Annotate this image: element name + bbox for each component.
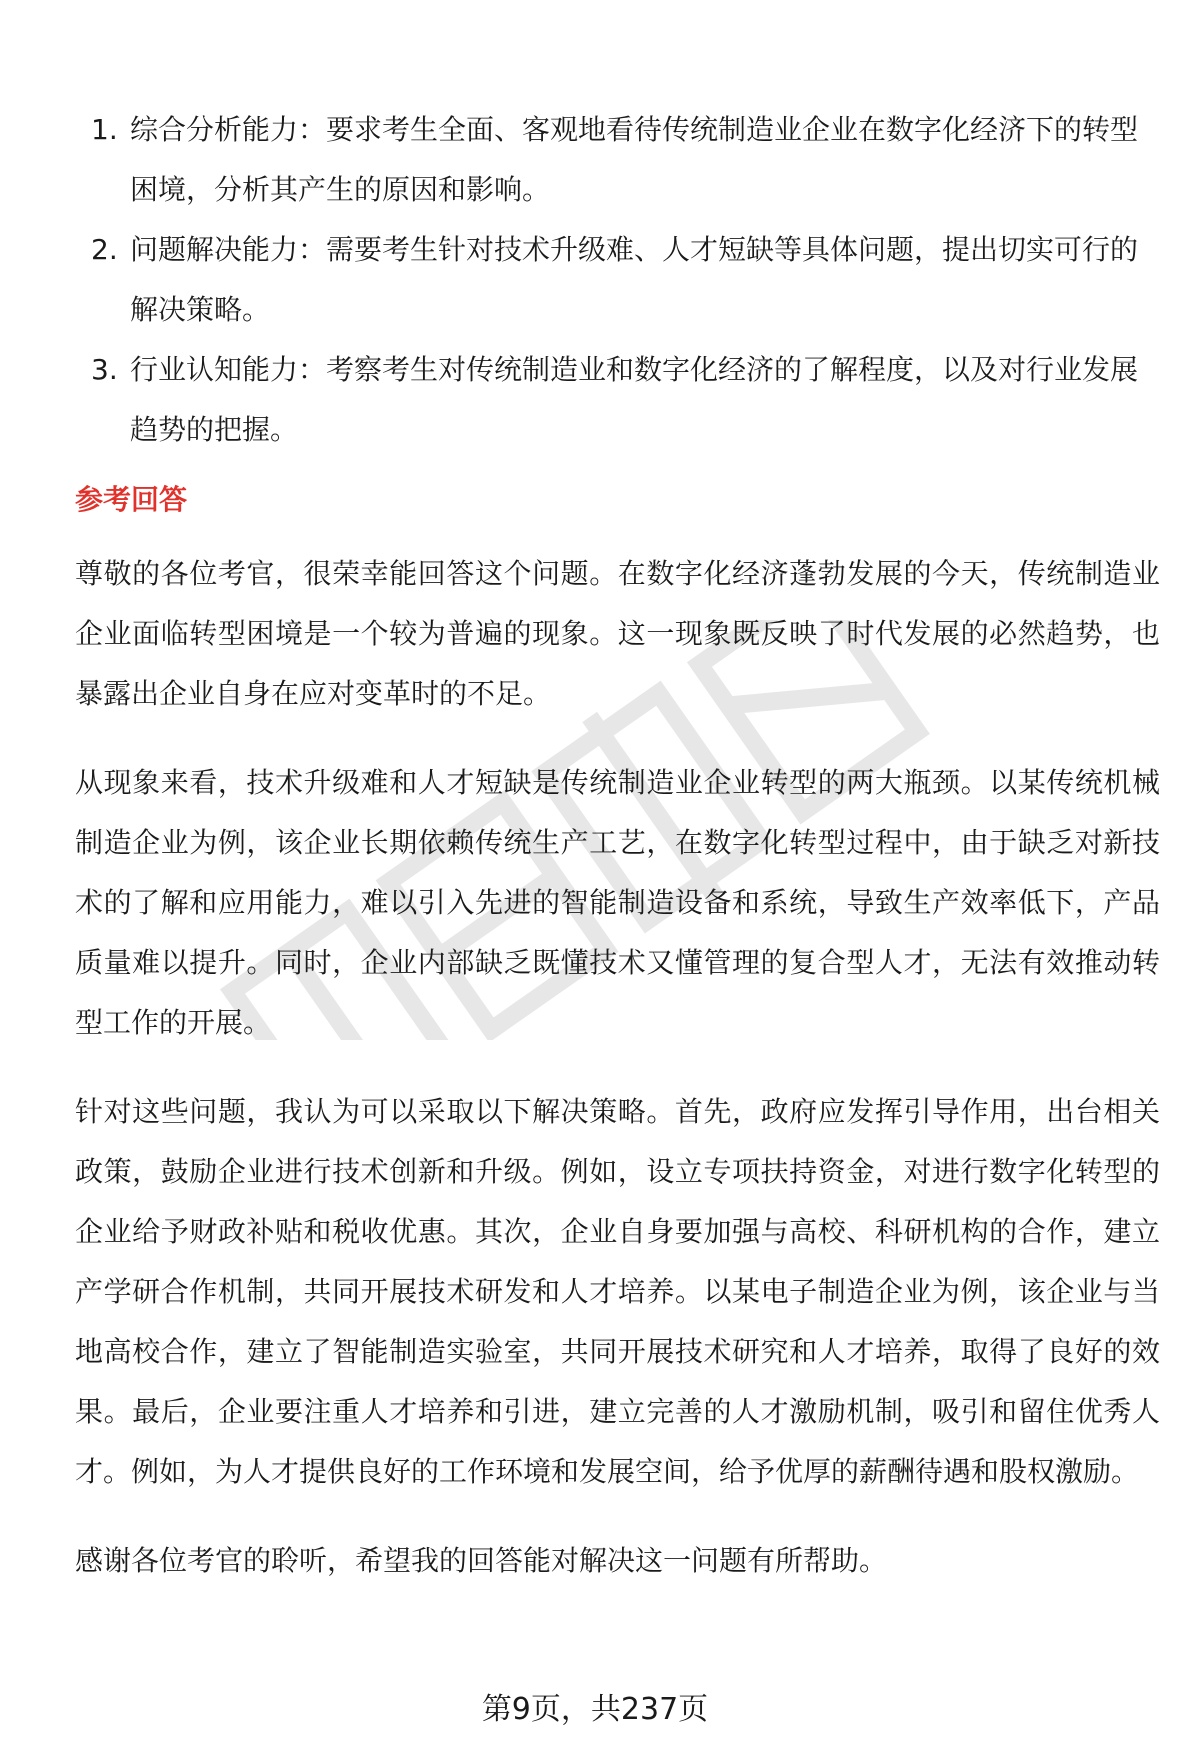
list-item-text: 问题解决能力：需要考生针对技术升级难、人才短缺等具体问题，提出切实可行的解决策略。	[130, 233, 1139, 326]
list-item	[75, 100, 1160, 220]
list-item-number: 2.	[91, 233, 118, 266]
list-item-text: 综合分析能力：要求考生全面、客观地看待传统制造业企业在数字化经济下的转型困境，分析其产生的原因和影响。	[130, 113, 1139, 206]
answer-paragraph: 针对这些问题，我认为可以采取以下解决策略。首先，政府应发挥引导作用，出台相关政策，鼓励企业进行技术创新和升级。例如，设立专项扶持资金，对进行数字化转型的企业给予财政补贴和税收优惠。其次，企业自身要加强与高校、科研机构的合作，建立产学研合作机制，共同开展技术研发和人才培养。以某电子制造企业为例，该企业与当地高校合作，建立了智能制造实验室，共同开展技术研究和人才培养，取得了良好的效果。最后，企业要注重人才培养和引进，建立完善的人才激励机制，吸引和留住优秀人才。例如，为人才提供良好的工作环境和发展空间，给予优厚的薪酬待遇和股权激励。	[75, 1095, 1160, 1488]
list-item	[75, 340, 1160, 460]
section-heading-reference-answer: 参考回答	[75, 483, 188, 516]
answer-paragraph: 尊敬的各位考官，很荣幸能回答这个问题。在数字化经济蓬勃发展的今天，传统制造业企业面临转型困境是一个较为普遍的现象。这一现象既反映了时代发展的必然趋势，也暴露出企业自身在应对变革时的不足。	[75, 557, 1160, 710]
list-item-text: 行业认知能力：考察考生对传统制造业和数字化经济的了解程度，以及对行业发展趋势的把握。	[130, 353, 1139, 446]
list-item	[75, 220, 1160, 340]
answer-paragraph: 感谢各位考官的聆听，希望我的回答能对解决这一问题有所帮助。	[75, 1544, 888, 1577]
list-item-number: 1.	[91, 113, 118, 146]
list-item-number: 3.	[91, 353, 118, 386]
page-number-footer: 第9页，共237页	[481, 1692, 709, 1727]
main-content	[75, 100, 1160, 1620]
answer-paragraph: 从现象来看，技术升级难和人才短缺是传统制造业企业转型的两大瓶颈。以某传统机械制造企业为例，该企业长期依赖传统生产工艺，在数字化转型过程中，由于缺乏对新技术的了解和应用能力，难以引入先进的智能制造设备和系统，导致生产效率低下，产品质量难以提升。同时，企业内部缺乏既懂技术又懂管理的复合型人才，无法有效推动转型工作的开展。	[75, 766, 1160, 1039]
ability-list	[75, 100, 1160, 460]
